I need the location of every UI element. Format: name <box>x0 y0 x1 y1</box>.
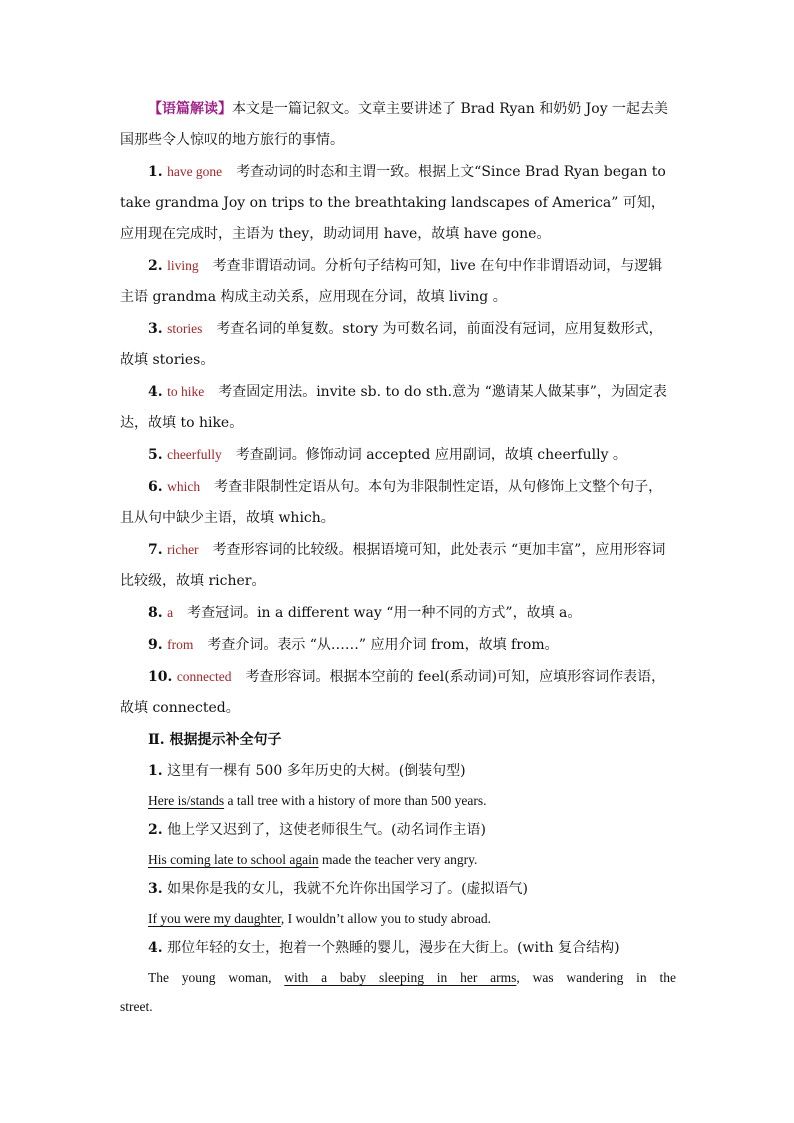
question-number: 4. <box>148 940 163 956</box>
answer-word: connected <box>176 669 232 684</box>
answer-word: which <box>167 479 201 494</box>
answer-number: 4. <box>148 384 163 400</box>
answer-item <box>120 156 676 250</box>
question-number: 2. <box>148 822 163 838</box>
answer-word: a <box>167 605 174 620</box>
question-number: 3. <box>148 881 163 897</box>
answer-sentence <box>120 845 676 874</box>
sentence-rest: a tall tree with a history of more than 500 years. <box>224 793 487 808</box>
answer-number: 2. <box>148 258 163 274</box>
sentence-rest: , was wandering in the <box>516 970 676 985</box>
answer-explanation: 考查动词的时态和主谓一致。根据上文“Since Brad Ryan began to take grandma Joy on trips to the breathtaking landscapes of America” 可知，应用现在完成时，主语为 they，助动词用 have，故填 have gone。 <box>120 164 666 242</box>
answer-item <box>120 629 676 661</box>
answer-word: from <box>167 637 194 652</box>
answer-sentence-tail: street. <box>120 999 153 1014</box>
filled-blank: Here is/stands <box>148 793 225 808</box>
question-text: 他上学又迟到了，这使老师很生气。(动名词作主语) <box>167 822 487 838</box>
filled-blank: If you were my daughter <box>148 911 281 926</box>
sentence-rest: , I wouldn’t allow you to study abroad. <box>280 911 492 926</box>
answer-item <box>120 376 676 439</box>
answer-explanation: 考查非谓语动词。分析句子结构可知，live 在句中作非谓语动词，与逻辑主语 grandma 构成主动关系，应用现在分词，故填 living 。 <box>120 258 663 305</box>
answer-word: have gone <box>167 164 223 179</box>
sentence-start: The young woman, <box>148 970 285 985</box>
answer-number: 8. <box>148 605 163 621</box>
filled-blank: with a baby sleeping in her arms <box>284 970 517 985</box>
answer-number: 3. <box>148 321 163 337</box>
answer-item <box>120 250 676 313</box>
question-item <box>120 933 676 963</box>
answer-word: to hike <box>167 384 205 399</box>
section-title: Ⅱ. 根据提示补全句子 <box>148 732 282 748</box>
answer-word: richer <box>167 542 199 557</box>
answer-explanation: 考查形容词的比较级。根据语境可知，此处表示 “更加丰富”，应用形容词比较级，故填 richer。 <box>120 542 666 589</box>
answer-explanation: 考查副词。修饰动词 accepted 应用副词，故填 cheerfully 。 <box>235 447 627 463</box>
answer-item <box>120 661 676 724</box>
question-text: 这里有一棵有 500 多年历史的大树。(倒装句型) <box>167 763 466 779</box>
answer-number: 7. <box>148 542 163 558</box>
answer-item <box>120 439 676 471</box>
answer-explanation: 考查介词。表示 “从……” 应用介词 from，故填 from。 <box>207 637 559 653</box>
reading-paragraph <box>120 94 676 156</box>
document-page <box>120 94 676 1021</box>
answer-sentence <box>120 963 676 992</box>
answer-number: 9. <box>148 637 163 653</box>
answer-item <box>120 471 676 534</box>
reading-text: 本文是一篇记叙文。文章主要讲述了 Brad Ryan 和奶奶 Joy 一起去美国那些令人惊叹的地方旅行的事情。 <box>120 101 669 148</box>
answer-number: 10. <box>148 669 173 685</box>
answer-item <box>120 534 676 597</box>
answer-explanation: 考查冠词。in a different way “用一种不同的方式”，故填 a。 <box>187 605 582 621</box>
answer-explanation: 考查固定用法。invite sb. to do sth.意为 “邀请某人做某事”，为固定表达，故填 to hike。 <box>120 384 667 431</box>
answer-number: 5. <box>148 447 163 463</box>
reading-label: 【语篇解读】 <box>148 101 232 117</box>
answer-sentence <box>120 786 676 815</box>
answer-word: cheerfully <box>167 447 222 462</box>
question-text: 那位年轻的女士，抱着一个熟睡的婴儿，漫步在大街上。(with 复合结构) <box>167 940 620 956</box>
answer-sentence <box>120 904 676 933</box>
question-item <box>120 756 676 786</box>
answer-explanation: 考查名词的单复数。story 为可数名词，前面没有冠词，应用复数形式，故填 stories。 <box>120 321 663 368</box>
answer-explanation: 考查非限制性定语从句。本句为非限制性定语，从句修饰上文整个句子，且从句中缺少主语，故填 which。 <box>120 479 663 526</box>
question-number: 1. <box>148 763 163 779</box>
question-text: 如果你是我的女儿，我就不允许你出国学习了。(虚拟语气) <box>167 881 529 897</box>
question-item <box>120 874 676 904</box>
answer-word: living <box>167 258 199 273</box>
answer-item <box>120 597 676 629</box>
answer-number: 6. <box>148 479 163 495</box>
question-item <box>120 815 676 845</box>
filled-blank: His coming late to school again <box>148 852 319 867</box>
answer-item <box>120 313 676 376</box>
sentence-rest: made the teacher very angry. <box>318 852 478 867</box>
answer-word: stories <box>167 321 203 336</box>
answer-number: 1. <box>148 164 163 180</box>
answer-explanation: 考查形容词。根据本空前的 feel(系动词)可知，应填形容词作表语，故填 connected。 <box>120 669 666 716</box>
